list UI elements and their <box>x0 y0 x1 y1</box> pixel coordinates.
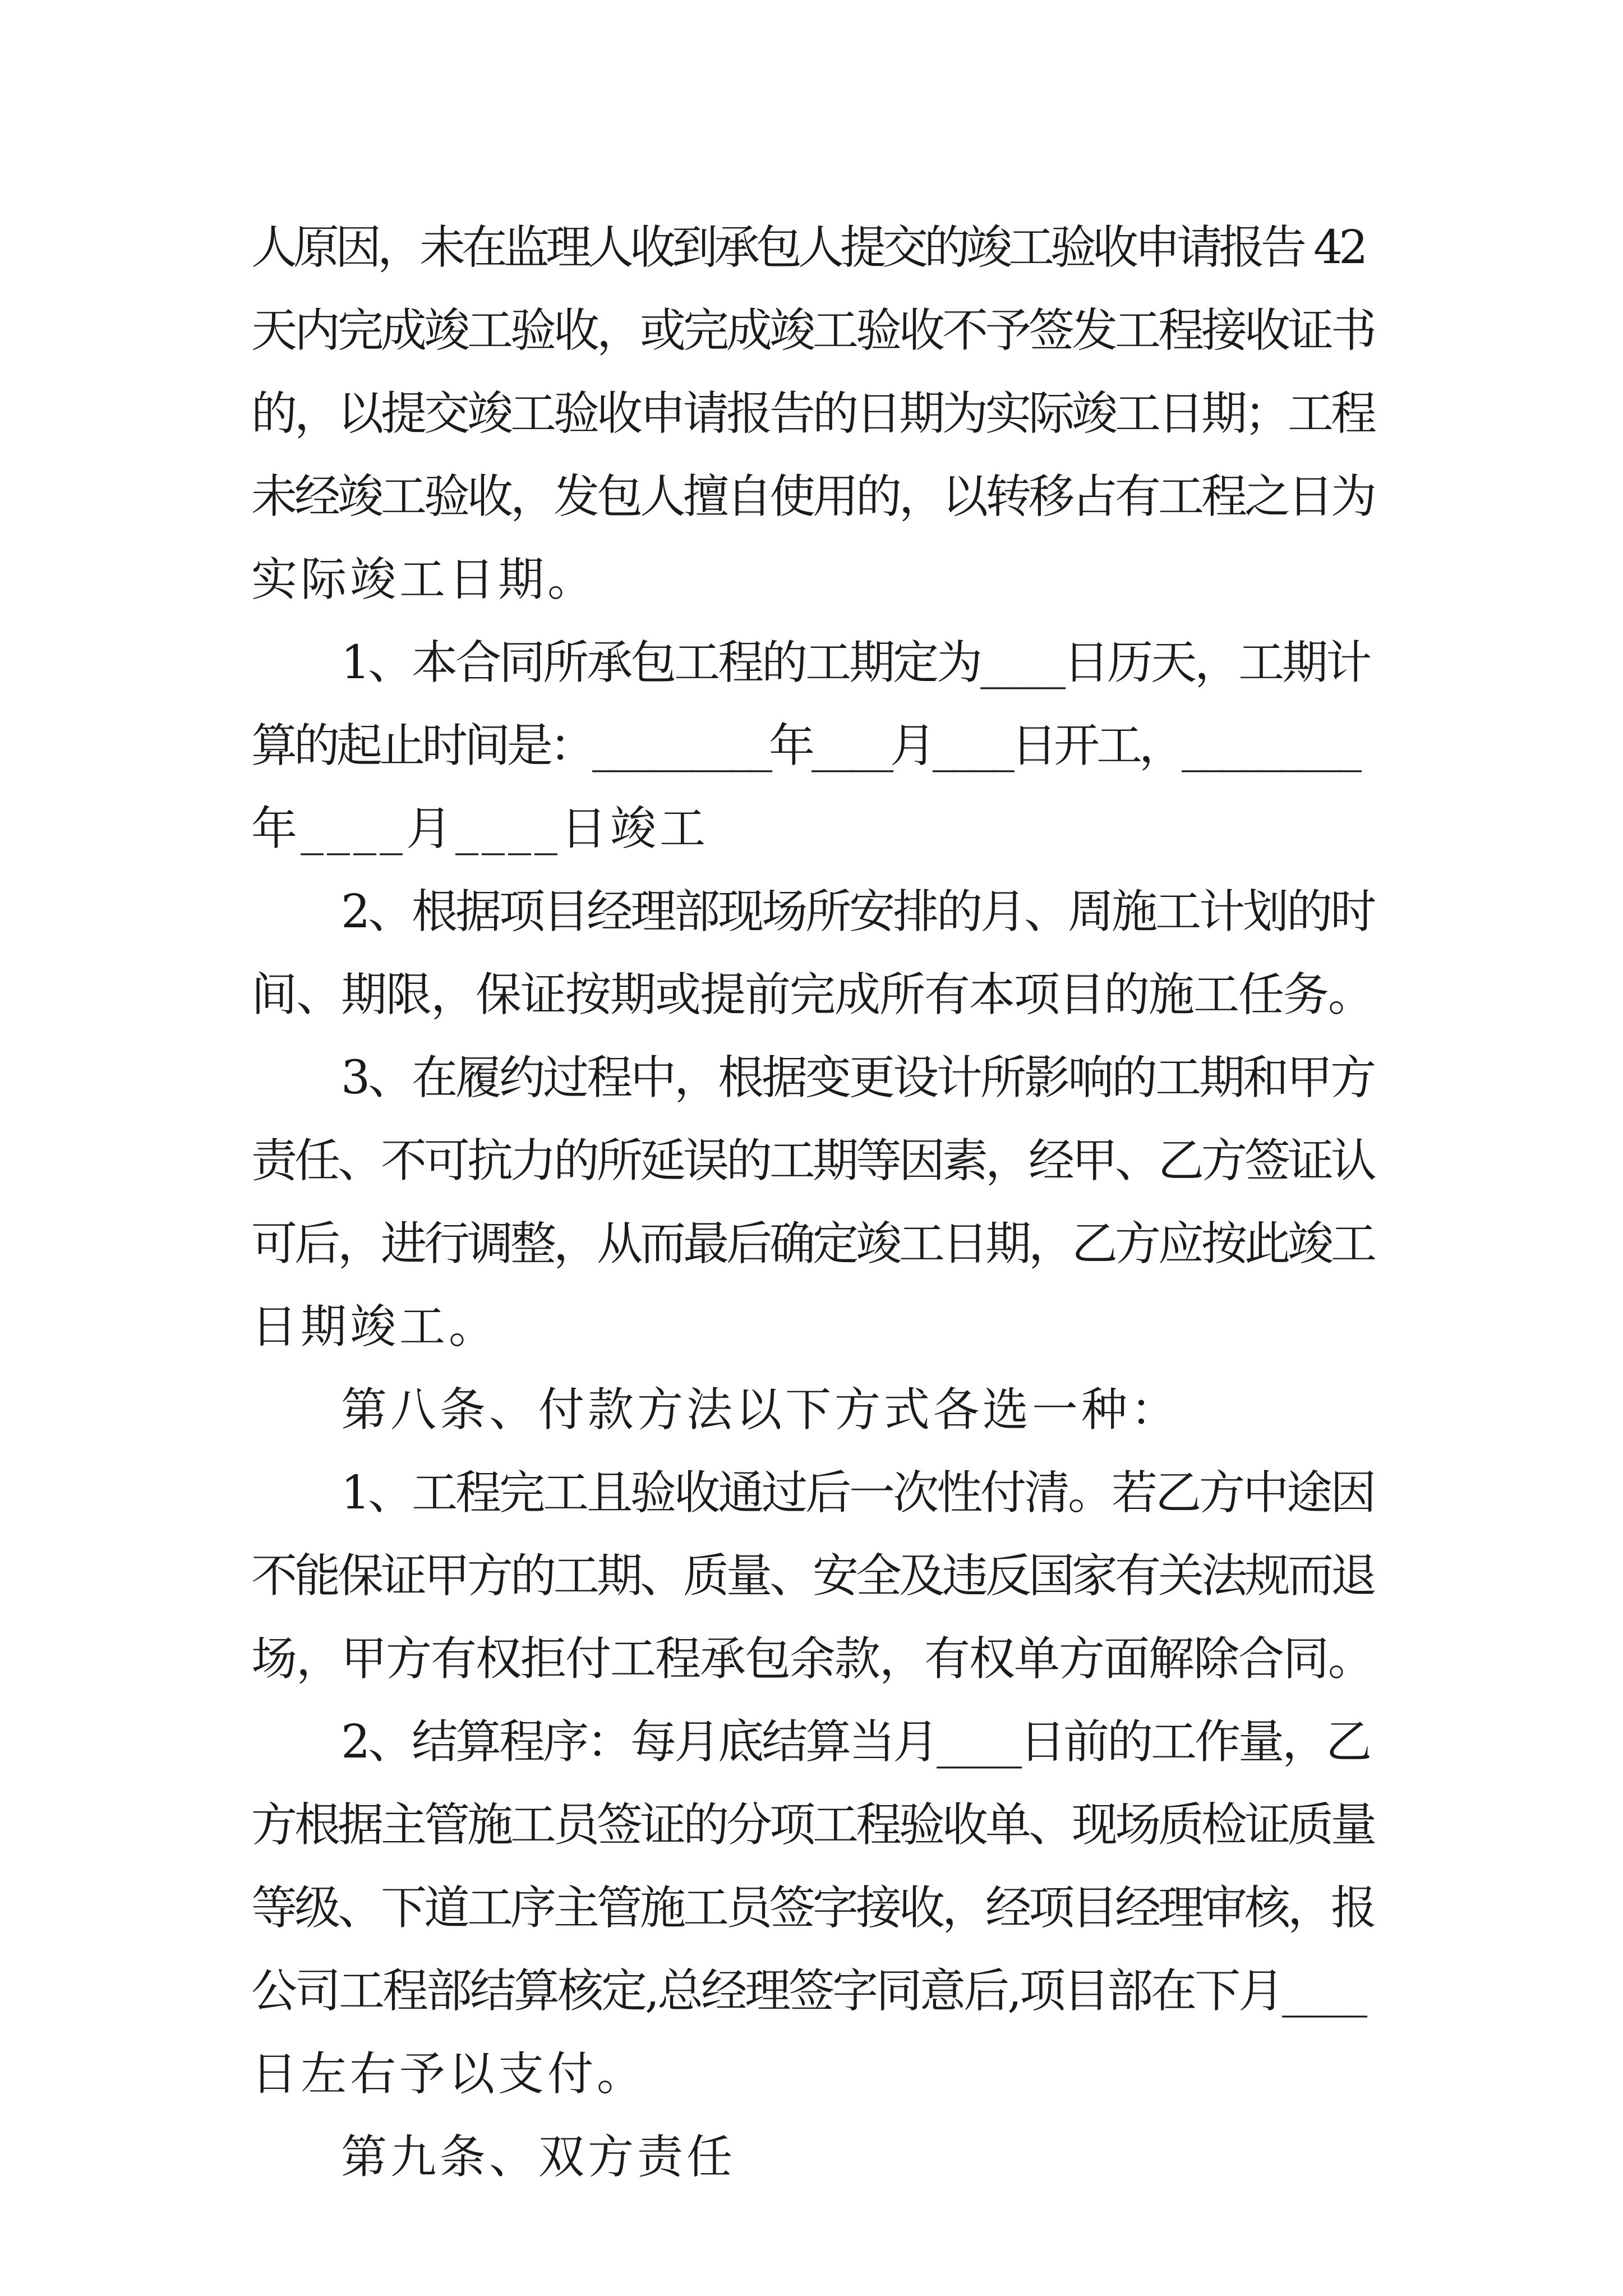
text-line: 3、在履约过程中，根据变更设计所影响的工期和甲方 <box>341 1051 1375 1105</box>
text-line: 日期竣工。 <box>251 1300 499 1354</box>
paragraph-p-duration-3 <box>251 1037 1376 1369</box>
document-body <box>251 206 1376 2199</box>
text-line: 实际竣工日期。 <box>251 553 597 606</box>
text-line: 2、结算程序：每月底结算当月____日前的工作量，乙 <box>341 1715 1370 1769</box>
text-line: 第九条、双方责任 <box>341 2131 736 2184</box>
paragraph-p-payment-1 <box>251 1452 1376 1701</box>
text-line: 可后，进行调整，从而最后确定竣工日期，乙方应按此竣工 <box>251 1217 1375 1271</box>
text-line: 年____月____日竣工 <box>251 802 709 855</box>
text-line: 等级、下道工序主管施工员签字接收，经项目经理审核，报 <box>251 1881 1375 1935</box>
text-line: 的，以提交竣工验收申请报告的日期为实际竣工日期；工程 <box>251 387 1375 440</box>
text-line: 间、期限，保证按期或提前完成所有本项目的施工任务。 <box>251 968 1373 1022</box>
text-line: 1、本合同所承包工程的工期定为____日历天，工期计 <box>341 636 1370 689</box>
paragraph-p-duration-2 <box>251 871 1376 1037</box>
text-line: 方根据主管施工员签证的分项工程验收单、现场质检证质量 <box>251 1798 1375 1852</box>
text-line: 公司工程部结算核定,总经理签字同意后,项目部在下月____ <box>251 1964 1366 2018</box>
text-line: 不能保证甲方的工期、质量、安全及违反国家有关法规而退 <box>251 1549 1375 1603</box>
text-line: 场，甲方有权拒付工程承包余款，有权单方面解除合同。 <box>251 1632 1373 1686</box>
paragraph-p-article-9 <box>251 2116 1376 2199</box>
paragraph-p-payment-2 <box>251 1701 1376 2116</box>
text-line: 天内完成竣工验收，或完成竣工验收不予签发工程接收证书 <box>251 304 1375 357</box>
paragraph-p-duration-1 <box>251 622 1376 871</box>
text-line: 人原因，未在监理人收到承包人提交的竣工验收申请报告 42 <box>251 221 1364 274</box>
text-line: 算的起止时间是：_________年____月____日开工，_________ <box>251 719 1359 772</box>
paragraph-p-carryover <box>251 206 1376 622</box>
text-line: 责任、不可抗力的所延误的工期等因素，经甲、乙方签证认 <box>251 1134 1375 1188</box>
text-line: 1、工程完工且验收通过后一次性付清。若乙方中途因 <box>341 1466 1375 1520</box>
text-line: 日左右予以支付。 <box>251 2047 647 2101</box>
text-line: 第八条、付款方法以下方式各选一种： <box>341 1383 1181 1437</box>
text-line: 未经竣工验收，发包人擅自使用的，以转移占有工程之日为 <box>251 470 1375 523</box>
text-line: 2、根据项目经理部现场所安排的月、周施工计划的时 <box>341 885 1375 938</box>
paragraph-p-article-8 <box>251 1369 1376 1452</box>
